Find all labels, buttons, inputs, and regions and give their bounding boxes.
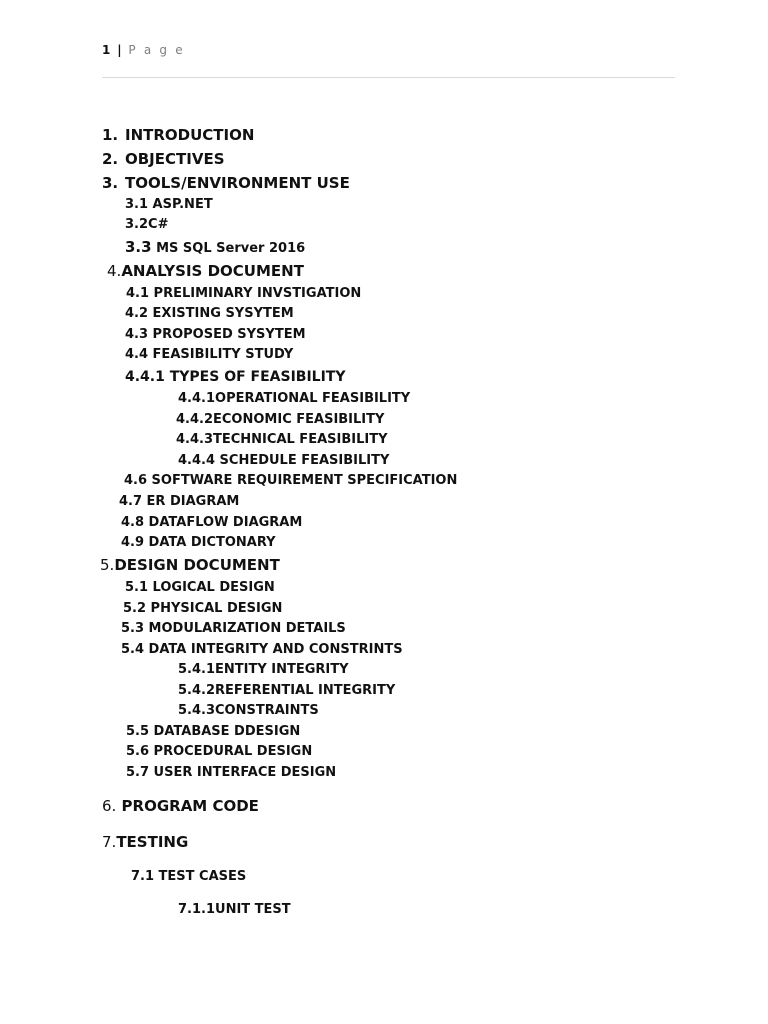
toc-number: 7. (102, 833, 117, 851)
toc-item-ui-design: 5.7 USER INTERFACE DESIGN (126, 765, 337, 780)
toc-number: 5. (100, 556, 115, 574)
toc-title: TESTING (116, 833, 189, 851)
page-number: 1 (102, 43, 111, 57)
toc-item-referential: 5.4.2REFERENTIAL INTEGRITY (178, 683, 396, 698)
toc-title: MS SQL Server 2016 (151, 241, 306, 256)
toc-item-technical: 4.4.3TECHNICAL FEASIBILITY (176, 432, 388, 447)
toc-item-entity: 5.4.1ENTITY INTEGRITY (178, 662, 349, 677)
toc-item-existing: 4.2 EXISTING SYSYTEM (125, 306, 294, 321)
toc-item-analysis (107, 261, 304, 281)
toc-item-introduction (102, 125, 254, 145)
toc-number: 6. (102, 797, 117, 815)
toc-item-dataflow: 4.8 DATAFLOW DIAGRAM (121, 515, 303, 530)
toc-item-srs: 4.6 SOFTWARE REQUIREMENT SPECIFICATION (124, 473, 458, 488)
toc-item-design (100, 555, 280, 575)
toc-number: 3.3 (125, 238, 152, 256)
toc-number: 3. (102, 174, 119, 192)
toc-title: INTRODUCTION (125, 126, 255, 144)
toc-number: 4. (107, 262, 122, 280)
toc-item-program-code (102, 796, 259, 816)
toc-item-types-feasibility: 4.4.1 TYPES OF FEASIBILITY (125, 369, 346, 385)
toc-item-sqlserver (125, 238, 305, 258)
toc-item-aspnet: 3.1 ASP.NET (125, 197, 213, 212)
toc-item-database: 5.5 DATABASE DDESIGN (126, 724, 301, 739)
toc-title: ANALYSIS DOCUMENT (121, 262, 304, 280)
toc-item-unit-test: 7.1.1UNIT TEST (178, 902, 291, 917)
toc-item-objectives (102, 149, 225, 169)
header-separator: | (117, 43, 123, 57)
toc-item-test-cases: 7.1 TEST CASES (131, 869, 247, 884)
toc-item-proposed: 4.3 PROPOSED SYSYTEM (125, 327, 306, 342)
toc-item-preliminary: 4.1 PRELIMINARY INVSTIGATION (126, 286, 362, 301)
page-header (102, 42, 185, 58)
toc-item-economic: 4.4.2ECONOMIC FEASIBILITY (176, 412, 385, 427)
toc-item-physical: 5.2 PHYSICAL DESIGN (123, 601, 283, 616)
toc-item-data-dictionary: 4.9 DATA DICTONARY (121, 535, 276, 550)
toc-item-logical: 5.1 LOGICAL DESIGN (125, 580, 275, 595)
page-label: P a g e (128, 43, 185, 57)
toc-item-modularization: 5.3 MODULARIZATION DETAILS (121, 621, 346, 636)
toc-item-csharp: 3.2C# (125, 217, 169, 232)
toc-number: 2. (102, 150, 119, 168)
toc-item-constraints: 5.4.3CONSTRAINTS (178, 703, 319, 718)
toc-item-tools (102, 173, 350, 193)
toc-item-integrity: 5.4 DATA INTEGRITY AND CONSTRINTS (121, 642, 403, 657)
toc-title: OBJECTIVES (125, 150, 225, 168)
toc-item-procedural: 5.6 PROCEDURAL DESIGN (126, 744, 313, 759)
header-divider (102, 77, 675, 78)
toc-item-testing (102, 832, 188, 852)
toc-title: PROGRAM CODE (116, 797, 259, 815)
toc-item-schedule: 4.4.4 SCHEDULE FEASIBILITY (178, 453, 390, 468)
toc-item-feasibility-study: 4.4 FEASIBILITY STUDY (125, 347, 294, 362)
toc-title: DESIGN DOCUMENT (114, 556, 280, 574)
toc-item-er-diagram: 4.7 ER DIAGRAM (119, 494, 240, 509)
toc-number: 1. (102, 126, 119, 144)
toc-title: TOOLS/ENVIRONMENT USE (125, 174, 350, 192)
toc-item-operational: 4.4.1OPERATIONAL FEASIBILITY (178, 391, 411, 406)
